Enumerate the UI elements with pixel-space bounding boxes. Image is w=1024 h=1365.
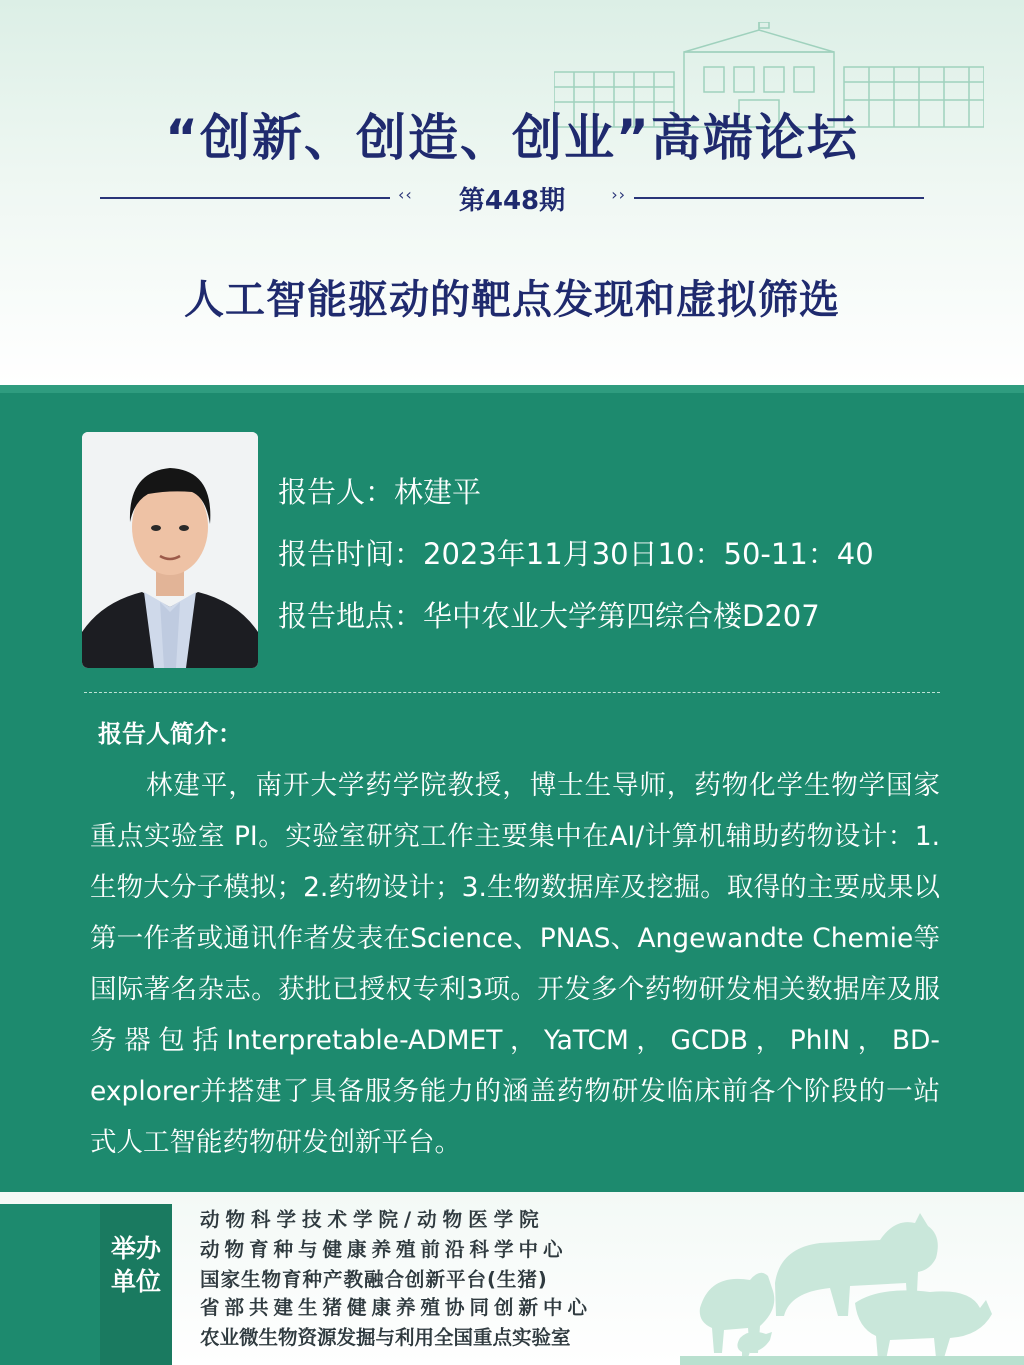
- issue-divider-right: [634, 197, 924, 199]
- speaker-photo: [82, 432, 258, 668]
- talk-title: 人工智能驱动的靶点发现和虚拟筛选: [184, 277, 840, 323]
- issue-number: 第448期: [458, 186, 566, 216]
- section-divider: [84, 692, 940, 693]
- bio-heading: 报告人简介：: [98, 720, 242, 748]
- header-banner: [0, 0, 1024, 385]
- org-item: 国家生物育种产教融合创新平台(生猪): [200, 1268, 548, 1291]
- talk-location: 报告地点：华中农业大学第四综合楼D207: [278, 599, 820, 633]
- host-label: 举办单位: [110, 1234, 161, 1296]
- bio-text: 林建平，南开大学药学院教授，博士生导师，药物化学生物学国家重点实验室 PI。实验室研究工作主要集中在AI/计算机辅助药物设计：1.生物大分子模拟；2.药物设计；3.生物数据库及挖掘。取得的主要成果以第一作者或通讯作者发表在Science、PNAS、Angewandte Chemie等国际著名杂志。获批已授权专利3项。开发多个药物研发相关数据库及服务器包括Interpretable-ADMET，YaTCM，GCDB，PhIN，BD-explorer并搭建了具备服务能力的涵盖药物研发临床前各个阶段的一站式人工智能药物研发创新平台。: [90, 770, 940, 1158]
- livestock-illustration: [680, 1188, 1024, 1365]
- org-item: 农业微生物资源发掘与利用全国重点实验室: [200, 1326, 571, 1349]
- org-item: 动物科学技术学院/动物医学院: [200, 1208, 545, 1231]
- speaker-portrait-image: [82, 432, 258, 668]
- forum-title: “创新、创造、创业”高端论坛: [165, 109, 859, 167]
- host-label-box: [0, 1204, 100, 1365]
- issue-ornament-left: ‹‹: [398, 185, 413, 204]
- speaker-name: 报告人：林建平: [278, 475, 482, 509]
- issue-row: [100, 180, 924, 220]
- issue-ornament-right: ››: [611, 185, 626, 204]
- talk-time: 报告时间：2023年11月30日10：50-11：40: [278, 537, 874, 571]
- org-item: 省部共建生猪健康养殖协同创新中心: [200, 1296, 593, 1319]
- org-item: 动物育种与健康养殖前沿科学中心: [200, 1238, 568, 1261]
